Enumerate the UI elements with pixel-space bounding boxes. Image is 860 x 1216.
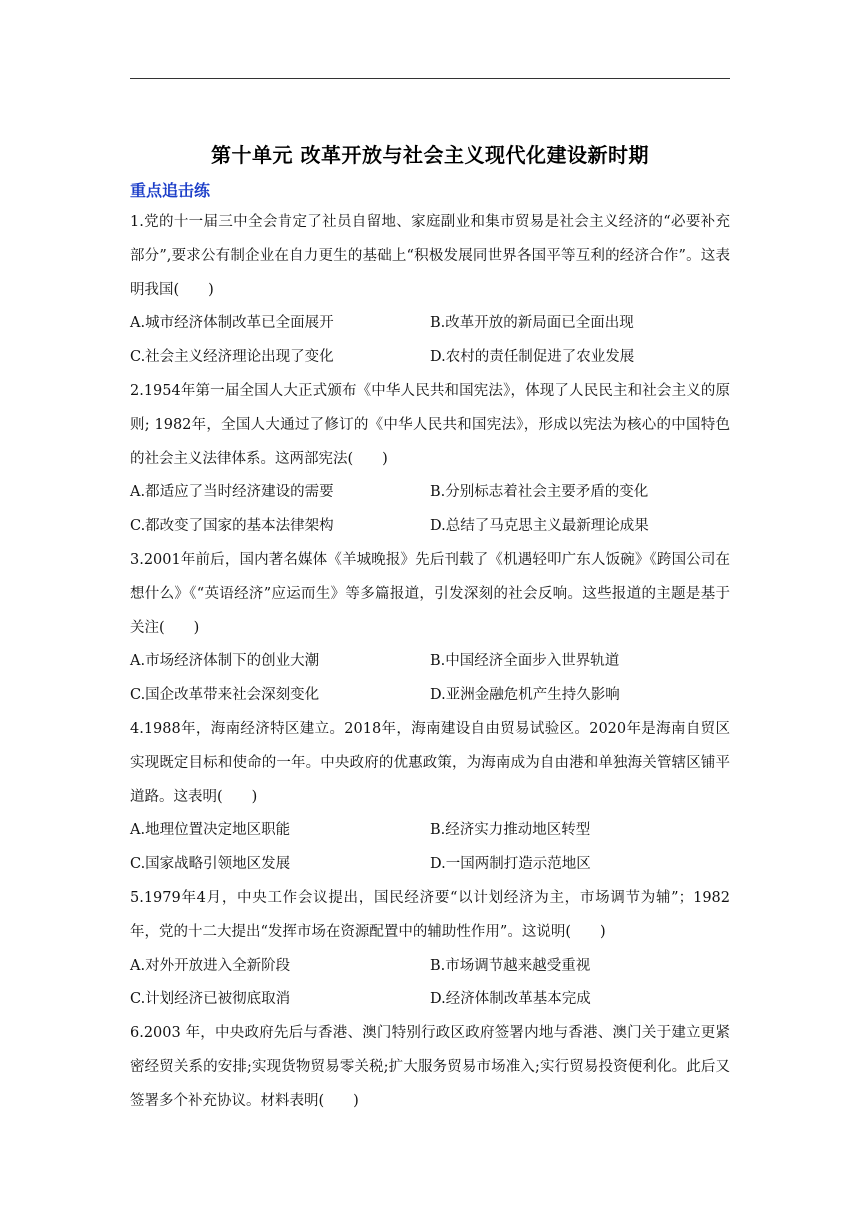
question-stem: 4.1988年，海南经济特区建立。2018年，海南建设自由贸易试验区。2020年是海南自贸区实现既定目标和使命的一年。中央政府的优惠政策，为海南成为自由港和单独海关管辖区铺平道路。这表明( ) xyxy=(130,720,730,805)
option-b[interactable]: B.分别标志着社会主要矛盾的变化 xyxy=(430,484,649,501)
options xyxy=(130,645,730,713)
options xyxy=(130,307,730,375)
question-stem: 2.1954年第一届全国人大正式颁布《中华人民共和国宪法》，体现了人民民主和社会主义的原则; 1982年，全国人大通过了修订的《中华人民共和国宪法》，形成以宪法为核心的中国特色的社会主义法律体系。这两部宪法( ) xyxy=(130,382,730,467)
page-title: 第十单元 改革开放与社会主义现代化建设新时期 xyxy=(211,143,649,167)
option-d[interactable]: D.总结了马克思主义最新理论成果 xyxy=(430,518,649,535)
option-b[interactable]: B.经济实力推动地区转型 xyxy=(430,822,591,839)
question-6 xyxy=(130,1017,730,1118)
option-b[interactable]: B.市场调节越来越受重视 xyxy=(430,957,591,974)
header-rule xyxy=(130,78,730,79)
option-c[interactable]: C.国家战略引领地区发展 xyxy=(130,856,291,873)
section-heading: 重点追击练 xyxy=(130,181,211,200)
option-a[interactable]: A.都适应了当时经济建设的需要 xyxy=(130,484,334,501)
option-c[interactable]: C.国企改革带来社会深刻变化 xyxy=(130,687,320,704)
option-d[interactable]: D.一国两制打造示范地区 xyxy=(430,856,591,873)
question-stem: 1.党的十一届三中全会肯定了社员自留地、家庭副业和集市贸易是社会主义经济的“必要补充部分”,要求公有制企业在自力更生的基础上“积极发展同世界各国平等互利的经济合作”。这表明我国( ) xyxy=(130,214,730,298)
question-1 xyxy=(130,206,730,375)
option-d[interactable]: D.经济体制改革基本完成 xyxy=(430,991,591,1008)
option-a[interactable]: A.城市经济体制改革已全面展开 xyxy=(130,315,334,332)
option-c[interactable]: C.都改变了国家的基本法律架构 xyxy=(130,518,334,535)
question-stem: 6.2003 年，中央政府先后与香港、澳门特别行政区政府签署内地与香港、澳门关于建立更紧密经贸关系的安排;实现货物贸易零关税;扩大服务贸易市场准入;实行贸易投资便利化。此后又签署多个补充协议。材料表明( ) xyxy=(130,1025,730,1109)
option-d[interactable]: D.亚洲金融危机产生持久影响 xyxy=(430,687,620,704)
option-a[interactable]: A.对外开放进入全新阶段 xyxy=(130,957,291,974)
option-a[interactable]: A.地理位置决定地区职能 xyxy=(130,822,291,839)
question-4 xyxy=(130,713,730,882)
question-5 xyxy=(130,882,730,1017)
option-c[interactable]: C.计划经济已被彻底取消 xyxy=(130,991,291,1008)
question-stem: 3.2001年前后，国内著名媒体《羊城晚报》先后刊载了《机遇轻叩广东人饭碗》《跨国公司在想什么》《“英语经济”应运而生》等多篇报道，引发深刻的社会反响。这些报道的主题是基于关注( ) xyxy=(130,551,730,636)
question-3 xyxy=(130,544,730,713)
option-b[interactable]: B.中国经济全面步入世界轨道 xyxy=(430,653,620,670)
options xyxy=(130,814,730,882)
question-list xyxy=(130,206,730,1119)
option-b[interactable]: B.改革开放的新局面已全面出现 xyxy=(430,315,634,332)
option-c[interactable]: C.社会主义经济理论出现了变化 xyxy=(130,349,334,366)
options xyxy=(130,950,730,1018)
options xyxy=(130,476,730,544)
option-d[interactable]: D.农村的责任制促进了农业发展 xyxy=(430,349,635,366)
question-2 xyxy=(130,375,730,544)
question-stem: 5.1979年4月，中央工作会议提出，国民经济要“以计划经济为主，市场调节为辅”；1982年，党的十二大提出“发挥市场在资源配置中的辅助性作用”。这说明( ) xyxy=(130,889,730,940)
option-a[interactable]: A.市场经济体制下的创业大潮 xyxy=(130,653,320,670)
